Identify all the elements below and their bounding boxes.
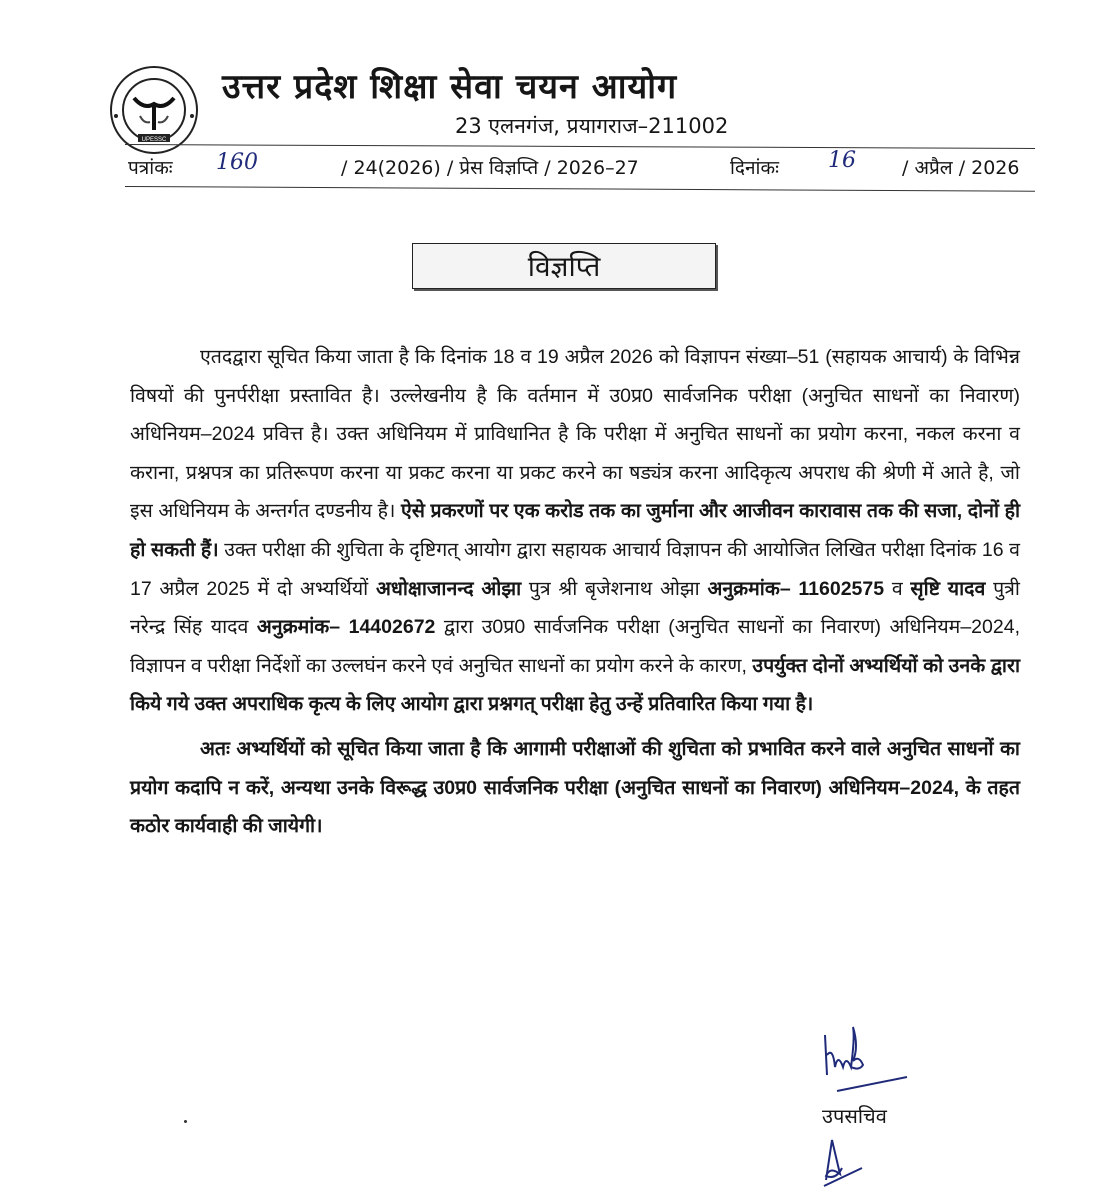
emphasized-text: सृष्टि यादव <box>910 577 986 600</box>
text-run: एतदद्वारा सूचित किया जाता है कि दिनांक 18 व 19 अप्रैल 2026 को विज्ञापन संख्या–51 (सहायक आचार्य) के विभिन्न विषयों की पुनर्परीक्षा प्रस्तावित है। उल्लेखनीय है कि वर्तमान में उ0प्र0 सार्वजनिक परीक्षा (अनुचित साधनों का निवारण) अधिनियम–2024 प्रवित्त है। उक्त अधिनियम में प्राविधानित है कि परीक्षा में अनुचित साधनों का प्रयोग करना, नकल करना व कराना, प्रश्नपत्र का प्रतिरूपण करना या प्रकट करना या प्रकट करने का षड्यंत्र करना आदिकृत्य अपराध की श्रेणी में आते है, जो इस अधिनियम के अन्तर्गत दण्डनीय है। <box>130 346 1020 523</box>
paragraph-1 <box>130 338 1020 724</box>
reference-number-handwritten: 160 <box>216 150 258 175</box>
emphasized-text: अनुक्रमांक– 14402672 <box>256 616 436 639</box>
handwritten-initials-icon <box>818 1130 878 1190</box>
text-run: पुत्र श्री बृजेशनाथ ओझा <box>521 577 708 600</box>
text-run: उक्त परीक्षा की शुचिता के दृष्टिगत् आयोग द्वारा सहायक आचार्य विज्ञापन की आयोजित लिखित परीक्षा दिनांक 16 व 17 अप्रैल 2025 में दो अभ्यर्थियों <box>130 538 1021 600</box>
designation: उपसचिव <box>822 1104 887 1128</box>
emphasized-text: अधोक्षाजानन्द ओझा <box>375 577 522 600</box>
text-run: द्वारा उ0प्र0 सार्वजनिक परीक्षा (अनुचित साधनों का निवारण) अधिनियम–2024, विज्ञापन व परीक्षा निर्देशों का उल्लघंन करने एवं अनुचित साधनों का प्रयोग करने के कारण, <box>130 616 1020 677</box>
paragraph-2 <box>130 730 1020 846</box>
logo-text: UPESSC <box>141 137 167 143</box>
header-rule-bottom <box>125 186 1035 192</box>
text-run: व <box>884 577 911 600</box>
reference-suffix: / 24(2026) / प्रेस विज्ञप्ति / 2026–27 <box>341 157 639 179</box>
notice-title-box <box>412 243 716 289</box>
date-day-handwritten: 16 <box>828 148 856 173</box>
organization-address: 23 एलनगंज, प्रयागराज–211002 <box>455 114 729 138</box>
reference-label: पत्रांकः <box>128 157 173 179</box>
emphasized-text: ऐसे प्रकरणों पर एक करोड तक का जुर्माना और आजीवन कारावास तक की सजा, दोनों ही हो सकती हैं। <box>130 500 1020 561</box>
upessc-emblem-icon <box>108 64 200 156</box>
handwritten-signature-icon <box>815 1025 915 1095</box>
emphasized-text: उपर्युक्त दोनों अभ्यर्थियों को उनके द्वारा किये गये उक्त अपराधिक कृत्य के लिए आयोग द्वारा प्रश्नगत् परीक्षा हेतु उन्हें प्रतिवारित किया गया है। <box>130 654 1020 716</box>
notice-body <box>130 338 1020 846</box>
text-run: पुत्री नरेन्द्र सिंह यादव <box>130 577 1020 639</box>
date-label: दिनांकः <box>730 157 779 179</box>
scan-speck <box>184 1120 187 1123</box>
emphasized-text: अनुक्रमांक– 11602575 <box>707 577 885 600</box>
date-suffix: / अप्रैल / 2026 <box>902 157 1020 179</box>
organization-name: उत्तर प्रदेश शिक्षा सेवा चयन आयोग <box>222 67 678 107</box>
reference-line <box>128 150 1038 182</box>
notice-title: विज्ञप्ति <box>527 250 601 283</box>
header-rule-top <box>125 144 1035 149</box>
emphasized-text: अतः अभ्यर्थियों को सूचित किया जाता है कि आगामी परीक्षाओं की शुचिता को प्रभावित करने वाले अनुचित साधनों का प्रयोग कदापि न करें, अन्यथा उनके विरूद्ध उ0प्र0 सार्वजनिक परीक्षा (अनुचित साधनों का निवारण) अधिनियम–2024, के तहत कठोर कार्यवाही की जायेगी। <box>130 737 1020 838</box>
